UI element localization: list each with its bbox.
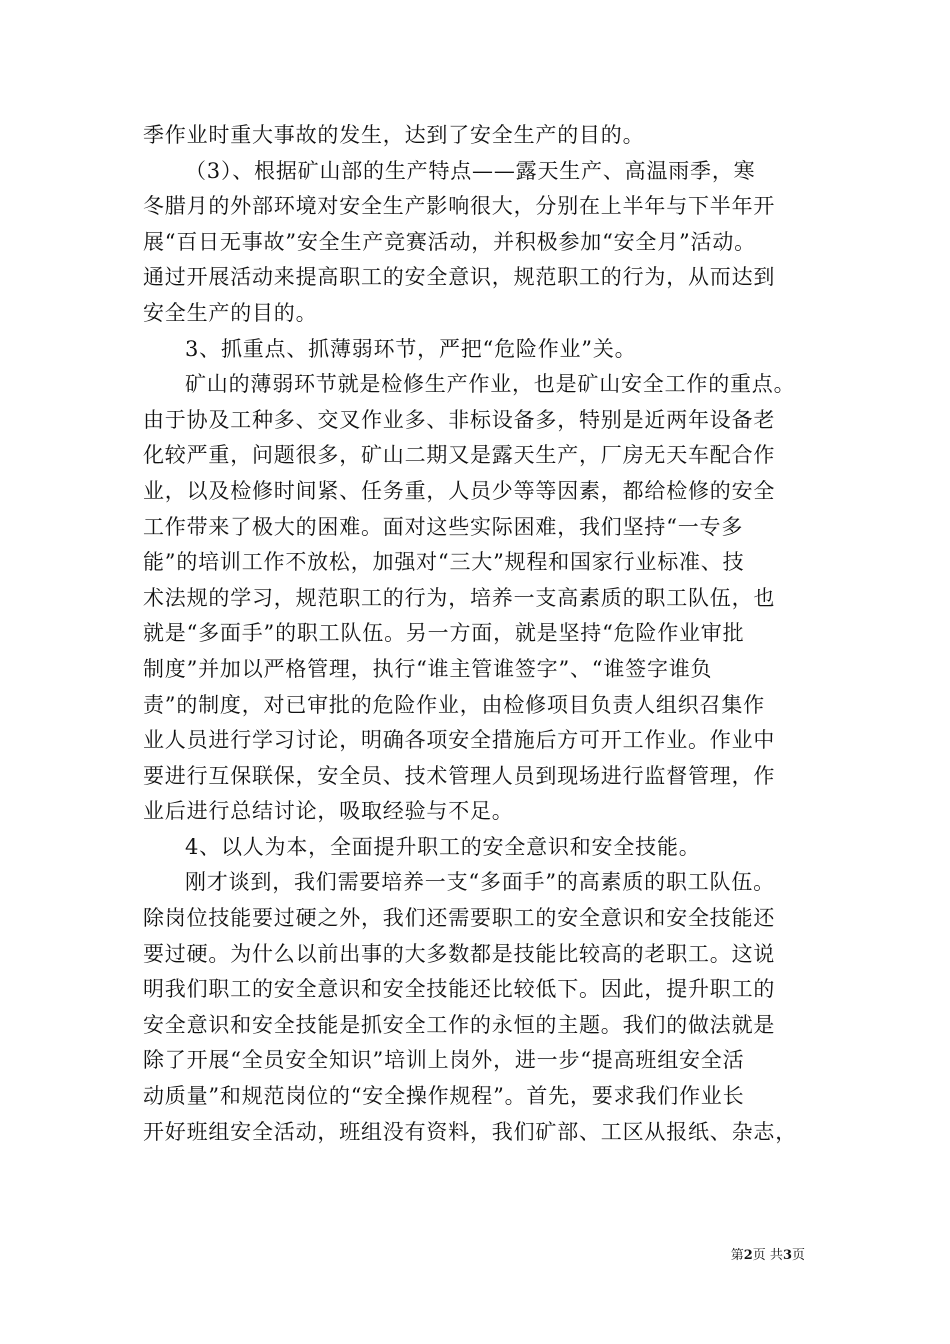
text-line: 矿山的薄弱环节就是检修生产作业，也是矿山安全工作的重点。	[185, 372, 796, 397]
section-heading-3	[143, 332, 823, 368]
text-line: 由于协及工种多、交叉作业多、非标设备多，特别是近两年设备老	[143, 407, 776, 432]
text-line: 责”的制度，对已审批的危险作业，由检修项目负责人组织召集作	[143, 692, 765, 717]
text-line: 就是“多面手”的职工队伍。另一方面，就是坚持“危险作业审批	[143, 621, 745, 646]
text-line: 业，以及检修时间紧、任务重，人员少等等因素，都给检修的安全	[143, 478, 776, 503]
page-number-footer	[731, 1248, 805, 1264]
text-line: 展“百日无事故”安全生产竞赛活动，并积极参加“安全月”活动。	[143, 229, 756, 254]
text-line: 安全生产的目的。	[143, 300, 318, 325]
text-line: 制度”并加以严格管理，执行“谁主管谁签字”、“谁签字谁负	[143, 656, 713, 681]
paragraph-4	[143, 367, 823, 830]
text-line: 冬腊月的外部环境对安全生产影响很大，分别在上半年与下半年开	[143, 194, 776, 219]
text-line: 业后进行总结讨论，吸取经验与不足。	[143, 799, 514, 824]
text-line: 明我们职工的安全意识和安全技能还比较低下。因此，提升职工的	[143, 977, 776, 1002]
total-pages-number: 3	[782, 1248, 792, 1263]
paragraph-6	[143, 865, 823, 1150]
text-line: 术法规的学习，规范职工的行为，培养一支高素质的职工队伍，也	[143, 585, 776, 610]
paragraph-2	[143, 154, 823, 332]
text-line: （3）、根据矿山部的生产特点——露天生产、高温雨季，寒	[185, 158, 756, 183]
text-line: 3、抓重点、抓薄弱环节，严把“危险作业”关。	[185, 336, 637, 361]
text-line: 刚才谈到，我们需要培养一支“多面手”的高素质的职工队伍。	[185, 870, 775, 895]
text-line: 要进行互保联保，安全员、技术管理人员到现场进行监督管理，作	[143, 763, 776, 788]
text-line: 动质量”和规范岗位的“安全操作规程”。首先，要求我们作业长	[143, 1084, 745, 1109]
text-line: 业人员进行学习讨论，明确各项安全措施后方可开工作业。作业中	[143, 728, 776, 753]
text-line: 工作带来了极大的困难。面对这些实际困难，我们坚持“一专多	[143, 514, 744, 539]
current-page-number: 2	[743, 1248, 753, 1263]
text-line: 除了开展“全员安全知识”培训上岗外，进一步“提高班组安全活	[143, 1048, 745, 1073]
footer-suffix: 页	[791, 1248, 805, 1263]
section-heading-4	[143, 830, 823, 866]
text-line: 能”的培训工作不放松，加强对“三大”规程和国家行业标准、技	[143, 550, 745, 575]
text-line: 化较严重，问题很多，矿山二期又是露天生产，厂房无天车配合作	[143, 443, 776, 468]
text-line: 安全意识和安全技能是抓安全工作的永恒的主题。我们的做法就是	[143, 1012, 776, 1037]
body-text	[143, 118, 823, 1150]
text-line: 通过开展活动来提高职工的安全意识，规范职工的行为，从而达到	[143, 265, 776, 290]
text-line: 除岗位技能要过硬之外，我们还需要职工的安全意识和安全技能还	[143, 906, 776, 931]
text-line: 开好班组安全活动，班组没有资料，我们矿部、工区从报纸、杂志，	[143, 1119, 797, 1144]
text-line: 要过硬。为什么以前出事的大多数都是技能比较高的老职工。这说	[143, 941, 776, 966]
paragraph-1	[143, 118, 823, 154]
text-line: 4、以人为本，全面提升职工的安全意识和安全技能。	[185, 834, 701, 859]
text-line: 季作业时重大事故的发生，达到了安全生产的目的。	[143, 123, 645, 147]
footer-middle: 页 共	[752, 1248, 783, 1263]
footer-prefix: 第	[730, 1248, 744, 1263]
